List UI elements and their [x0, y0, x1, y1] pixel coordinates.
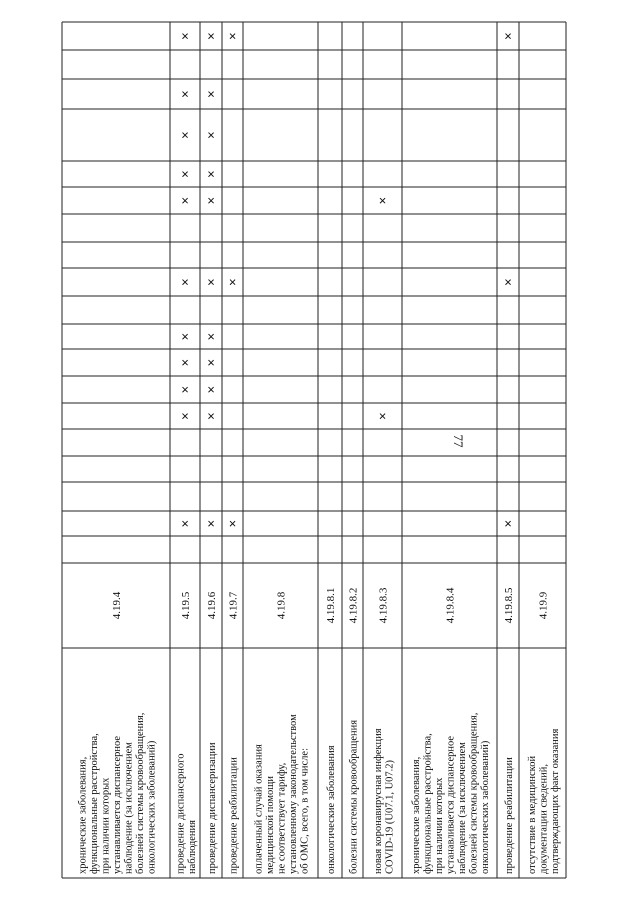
- row-label-line: медицинской помощи: [265, 776, 276, 874]
- cell-mark: ×: [207, 382, 215, 397]
- row-label-line: оплаченный случай оказания: [253, 744, 265, 874]
- cell-mark: ×: [181, 329, 189, 344]
- cell-mark: ×: [504, 28, 512, 44]
- row-code: 4.19.8.5: [503, 587, 515, 624]
- row-label-line: отсутствие в медицинской: [527, 755, 538, 874]
- row-label-line: функциональные расстройства,: [422, 733, 434, 874]
- row-label-line: не соответствует тарифу,: [276, 762, 288, 874]
- row-label-line: новая коронавирусная инфекция: [372, 728, 384, 874]
- row-codes: [111, 587, 550, 623]
- cell-mark: ×: [504, 274, 512, 290]
- cell-mark: ×: [504, 516, 512, 531]
- cell-mark: ×: [181, 166, 189, 182]
- row-code: 4.19.8: [275, 591, 288, 620]
- row-code: 4.19.9: [537, 591, 550, 620]
- row-code: 4.19.8.2: [347, 587, 360, 624]
- row-label-line: проведение диспансерного: [175, 753, 187, 874]
- row-code: 4.19.4: [111, 591, 123, 620]
- page-number: 77: [451, 434, 466, 448]
- row-label-line: хронические заболевания,: [77, 756, 89, 874]
- cell-mark: ×: [181, 86, 189, 102]
- row-label-line: наблюдение (за исключением: [123, 742, 135, 874]
- cell-mark: ×: [181, 355, 189, 370]
- cell-mark: ×: [207, 274, 215, 290]
- cell-mark: ×: [181, 193, 189, 208]
- row-label-line: проведение реабилитации: [504, 757, 515, 874]
- cell-mark: ×: [207, 355, 215, 370]
- cell-mark: ×: [181, 516, 189, 531]
- row-label-line: устанавливается диспансерное: [445, 735, 457, 874]
- row-label-line: подтверждающих факт оказания: [550, 728, 561, 874]
- row-labels: [78, 713, 562, 874]
- row-code: 4.19.8.1: [325, 587, 337, 624]
- row-label-line: устанавливается диспансерное: [112, 735, 123, 874]
- row-code: 4.19.8.4: [444, 587, 457, 624]
- row-label-line: об ОМС, всего, в том числе:: [299, 747, 311, 874]
- cell-mark: ×: [207, 329, 215, 344]
- cell-mark: ×: [181, 382, 189, 397]
- cell-mark: ×: [207, 516, 215, 531]
- cell-mark: ×: [228, 274, 237, 290]
- row-label-line: онкологических заболеваний): [480, 740, 491, 874]
- cell-mark: ×: [181, 408, 189, 424]
- row-label-line: онкологических заболеваний): [146, 740, 158, 874]
- row-label-line: при наличии которых: [100, 777, 112, 874]
- cell-mark: ×: [378, 408, 387, 424]
- row-label-line: болезни системы кровообращения: [348, 719, 360, 874]
- cell-mark: ×: [181, 127, 189, 143]
- row-code: 4.19.5: [180, 591, 192, 620]
- row-label-line: проведение реабилитации: [228, 757, 240, 874]
- cell-mark: ×: [207, 408, 215, 424]
- cell-mark: ×: [228, 28, 237, 44]
- row-label-line: наблюдение (за исключением: [457, 742, 468, 874]
- row-label-line: онкологические заболевания: [326, 745, 337, 874]
- row-label-line: COVID-19 (U07.1, U07.2): [384, 759, 396, 874]
- row-label-line: болезней системы кровообращения,: [468, 712, 480, 874]
- cell-mark: ×: [207, 193, 215, 208]
- row-label-line: установленному законодательством: [288, 714, 299, 874]
- row-label-line: хронические заболевания,: [411, 756, 422, 874]
- cell-mark: ×: [181, 274, 189, 290]
- cell-mark: ×: [207, 28, 215, 44]
- row-code: 4.19.7: [227, 591, 240, 620]
- cell-mark: ×: [181, 28, 189, 44]
- row-code: 4.19.8.3: [377, 587, 390, 624]
- row-label-line: при наличии которых: [434, 777, 445, 874]
- row-label-line: документации сведений,: [538, 763, 550, 874]
- cell-mark: ×: [207, 86, 215, 102]
- cell-mark: ×: [207, 127, 215, 143]
- cell-mark: ×: [228, 516, 237, 531]
- row-label-line: наблюдения: [186, 820, 198, 874]
- cell-mark: ×: [378, 193, 387, 208]
- row-code: 4.19.6: [206, 591, 218, 620]
- cell-mark: ×: [207, 166, 215, 182]
- row-label-line: проведение диспансеризации: [207, 742, 218, 874]
- row-label-line: болезней системы кровообращения,: [135, 712, 146, 874]
- row-label-line: функциональные расстройства,: [89, 733, 100, 874]
